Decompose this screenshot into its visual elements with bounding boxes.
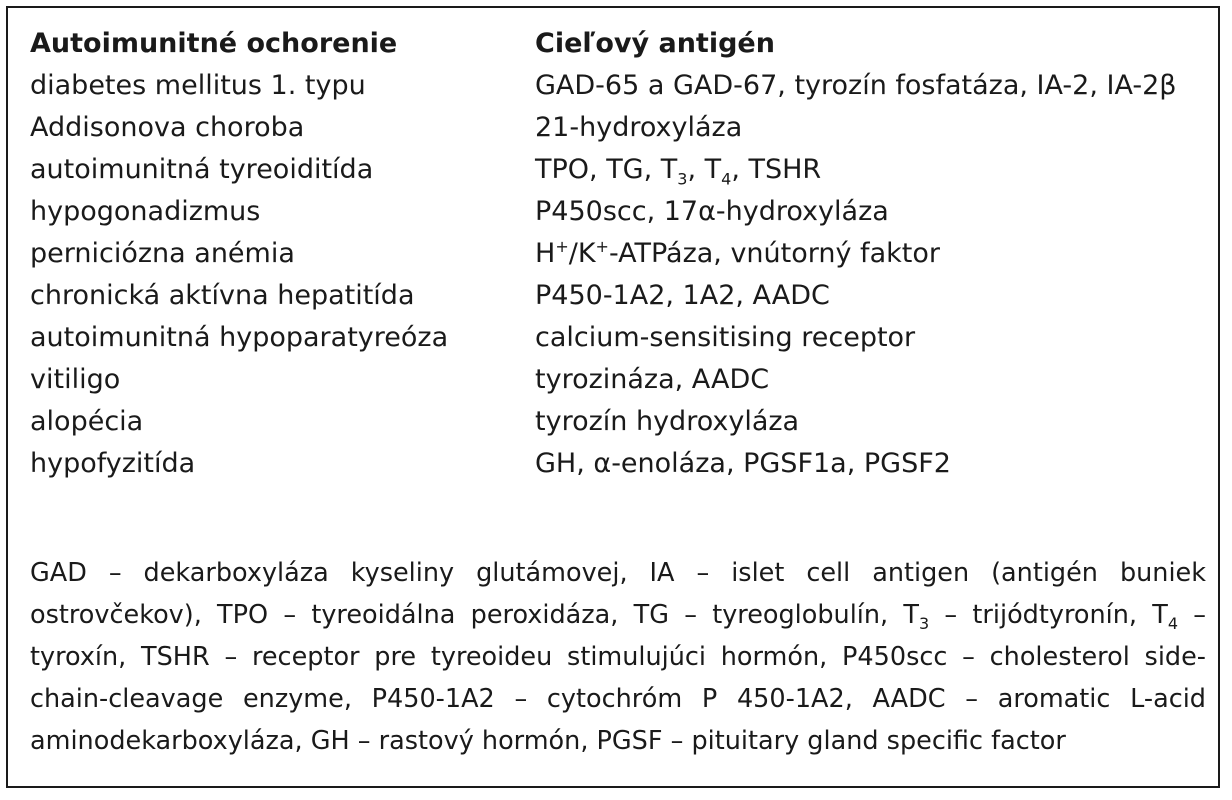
disease-cell: hypogonadizmus — [30, 195, 261, 227]
disease-cell: autoimunitná tyreoiditída — [30, 153, 374, 185]
disease-cell: vitiligo — [30, 363, 121, 395]
footnote-text: – trijódtyronín, T — [929, 600, 1168, 630]
disease-cell: diabetes mellitus 1. typu — [30, 69, 366, 101]
antigen-cell: tyrozín hydroxyláza — [535, 405, 800, 437]
table-row — [30, 358, 1210, 400]
antigen-text: H — [535, 237, 556, 269]
antigen-text: TPO, TG, T — [535, 153, 678, 185]
subscript: 3 — [918, 614, 930, 634]
disease-cell: Addisonova choroba — [30, 111, 305, 143]
antigen-text: -ATPáza, vnútorný faktor — [608, 237, 940, 269]
superscript: + — [555, 236, 569, 256]
antigen-cell: GAD-65 a GAD-67, tyrozín fosfatáza, IA-2, IA-2β — [535, 69, 1177, 101]
subscript: 3 — [677, 168, 688, 188]
antigen-text: , T — [687, 153, 722, 185]
table-row — [30, 442, 1210, 484]
header-antigen: Cieľový antigén — [535, 27, 775, 59]
superscript: + — [595, 236, 609, 256]
table-row — [30, 316, 1210, 358]
disease-cell: perniciózna anémia — [30, 237, 295, 269]
antigen-cell: P450-1A2, 1A2, AADC — [535, 279, 830, 311]
antigen-table — [30, 22, 1210, 484]
subscript: 4 — [1167, 614, 1178, 634]
antigen-text: , TSHR — [731, 153, 822, 185]
header-disease: Autoimunitné ochorenie — [30, 27, 398, 59]
table-row — [30, 190, 1210, 232]
antigen-cell: GH, α-enoláza, PGSF1a, PGSF2 — [535, 447, 951, 479]
antigen-text: /K — [568, 237, 596, 269]
table-row — [30, 400, 1210, 442]
antigen-cell: 21-hydroxyláza — [535, 111, 743, 143]
antigen-cell — [535, 238, 1210, 269]
table-row — [30, 106, 1210, 148]
footnote-text: GAD – dekarboxyláza kyseliny glutámovej, IA – islet cell antigen (antigén buniek ostrovčekov), TPO – tyreoidálna peroxidáza, TG – tyreoglobulín, T — [30, 558, 1206, 630]
antigen-cell: P450scc, 17α-hydroxyláza — [535, 195, 889, 227]
footnote-text: – tyroxín, TSHR – receptor pre tyreoideu stimulujúci hormón, P450scc – cholesterol side-chain-cleavage enzyme, P450-1A2 – cytochróm P 450-1A2, AADC – aromatic L-acid aminodekarboxyláza, GH – rastový hormón, PGSF – pituitary gland specific factor — [30, 600, 1206, 756]
table-row — [30, 232, 1210, 274]
antigen-cell — [535, 153, 1210, 188]
antigen-cell: tyrozináza, AADC — [535, 363, 770, 395]
table-row — [30, 148, 1210, 190]
subscript: 4 — [721, 168, 732, 188]
table-row — [30, 274, 1210, 316]
disease-cell: hypofyzitída — [30, 447, 196, 479]
disease-cell: chronická aktívna hepatitída — [30, 279, 415, 311]
disease-cell: autoimunitná hypoparatyreóza — [30, 321, 449, 353]
table-header-row — [30, 22, 1210, 64]
abbreviations-footnote — [30, 552, 1206, 762]
antigen-cell: calcium-sensitising receptor — [535, 321, 916, 353]
disease-cell: alopécia — [30, 405, 144, 437]
table-row — [30, 64, 1210, 106]
table-frame — [6, 6, 1220, 788]
